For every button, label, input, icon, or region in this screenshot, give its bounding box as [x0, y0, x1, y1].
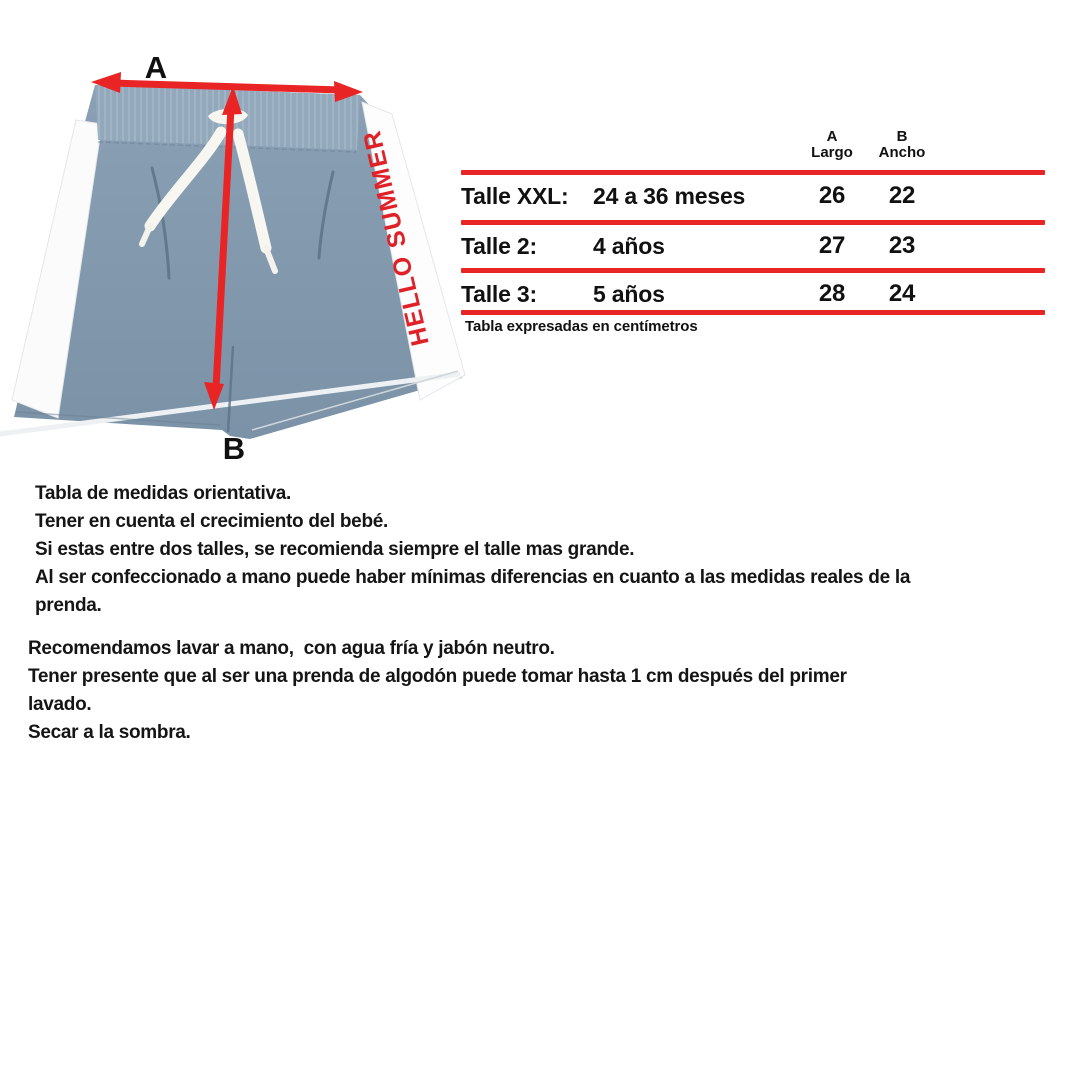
fit-notes	[35, 480, 910, 620]
value-largo: 27	[818, 232, 846, 259]
note-line: Si estas entre dos talles, se recomienda siempre el talle mas grande.	[35, 539, 635, 560]
note-line: Tabla de medidas orientativa.	[35, 483, 291, 504]
age-label: 5 años	[593, 280, 665, 307]
note-line: prenda.	[35, 595, 102, 616]
size-table	[461, 128, 1045, 346]
column-header-b	[868, 129, 936, 161]
label-b: B	[222, 431, 246, 466]
size-label: Talle 2:	[461, 232, 537, 259]
size-label: Talle 3:	[461, 280, 537, 307]
hello-summer-text: HELLO SUMMER	[357, 127, 435, 349]
note-line: Al ser confeccionado a mano puede haber mínimas diferencias en cuanto a las medidas reales de la	[35, 567, 911, 588]
label-a: A	[144, 50, 168, 85]
age-label: 4 años	[593, 232, 665, 259]
note-line: Secar a la sombra.	[28, 722, 191, 743]
note-line: lavado.	[28, 694, 92, 715]
note-line: Tener presente que al ser una prenda de algodón puede tomar hasta 1 cm después del primer	[28, 666, 847, 687]
shorts-figure	[0, 40, 480, 470]
column-a-name: Largo	[811, 144, 853, 161]
age-label: 24 a 36 meses	[593, 182, 746, 209]
column-b-name: Ancho	[878, 144, 926, 161]
table-row	[461, 224, 1045, 268]
value-ancho: 22	[888, 182, 916, 209]
care-notes	[28, 635, 847, 747]
value-ancho: 23	[888, 232, 916, 259]
table-caption: Tabla expresadas en centímetros	[465, 318, 698, 335]
size-label: Talle XXL:	[461, 182, 569, 209]
column-a-letter: A	[826, 128, 838, 145]
value-largo: 28	[818, 280, 846, 307]
value-largo: 26	[818, 182, 846, 209]
note-line: Tener en cuenta el crecimiento del bebé.	[35, 511, 388, 532]
value-ancho: 24	[888, 280, 916, 307]
note-line: Recomendamos lavar a mano, con agua fría y jabón neutro.	[28, 638, 555, 659]
table-row	[461, 174, 1045, 218]
column-header-a	[798, 129, 866, 161]
table-rule	[461, 310, 1045, 315]
column-b-letter: B	[896, 128, 908, 145]
